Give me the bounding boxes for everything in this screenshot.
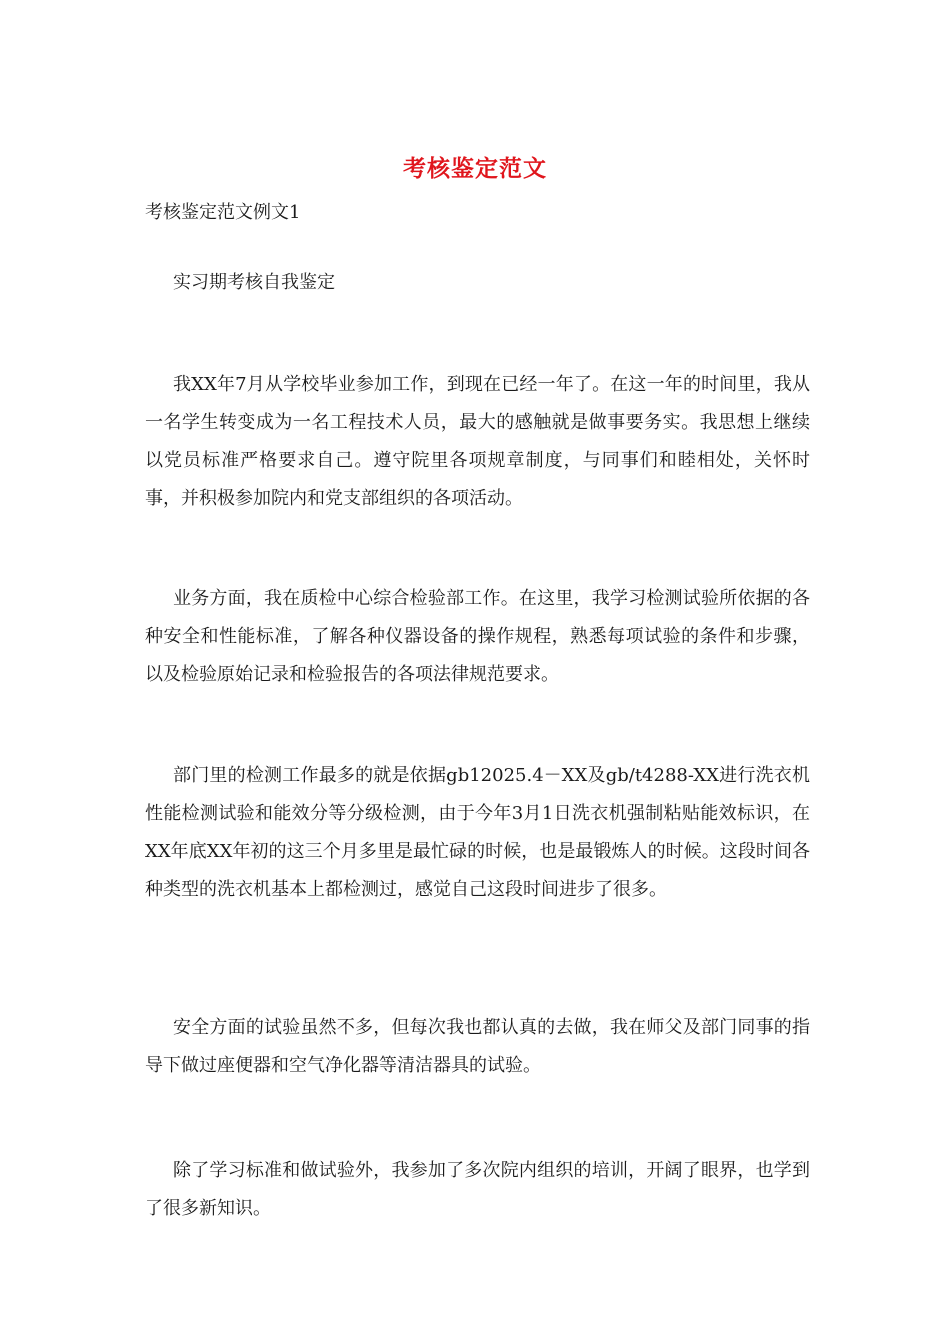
document-title: 考核鉴定范文 <box>403 155 547 182</box>
paragraph-3: 部门里的检测工作最多的就是依据gb12025.4－XX及gb/t4288-XX进行洗衣机性能检测试验和能效分等分级检测，由于今年3月1日洗衣机强制粘贴能效标识，在XX年底XX年初的这三个月多里是最忙碌的时候，也是最锻炼人的时候。这段时间各种类型的洗衣机基本上都检测过，感觉自己这段时间进步了很多。 <box>145 765 810 900</box>
paragraph-1: 我XX年7月从学校毕业参加工作，到现在已经一年了。在这一年的时间里，我从一名学生转变成为一名工程技术人员，最大的感触就是做事要务实。我思想上继续以党员标准严格要求自己。遵守院里各项规章制度，与同事们和睦相处，关怀时事，并积极参加院内和党支部组织的各项活动。 <box>145 374 810 509</box>
document-subtitle: 考核鉴定范文例文1 <box>145 202 301 223</box>
section-heading: 实习期考核自我鉴定 <box>173 272 335 293</box>
paragraph-5: 除了学习标准和做试验外，我参加了多次院内组织的培训，开阔了眼界，也学到了很多新知识。 <box>145 1160 810 1219</box>
paragraph-2: 业务方面，我在质检中心综合检验部工作。在这里，我学习检测试验所依据的各种安全和性能标准，了解各种仪器设备的操作规程，熟悉每项试验的条件和步骤，以及检验原始记录和检验报告的各项法律规范要求。 <box>145 588 810 685</box>
paragraph-4: 安全方面的试验虽然不多，但每次我也都认真的去做，我在师父及部门同事的指导下做过座便器和空气净化器等清洁器具的试验。 <box>145 1017 810 1076</box>
